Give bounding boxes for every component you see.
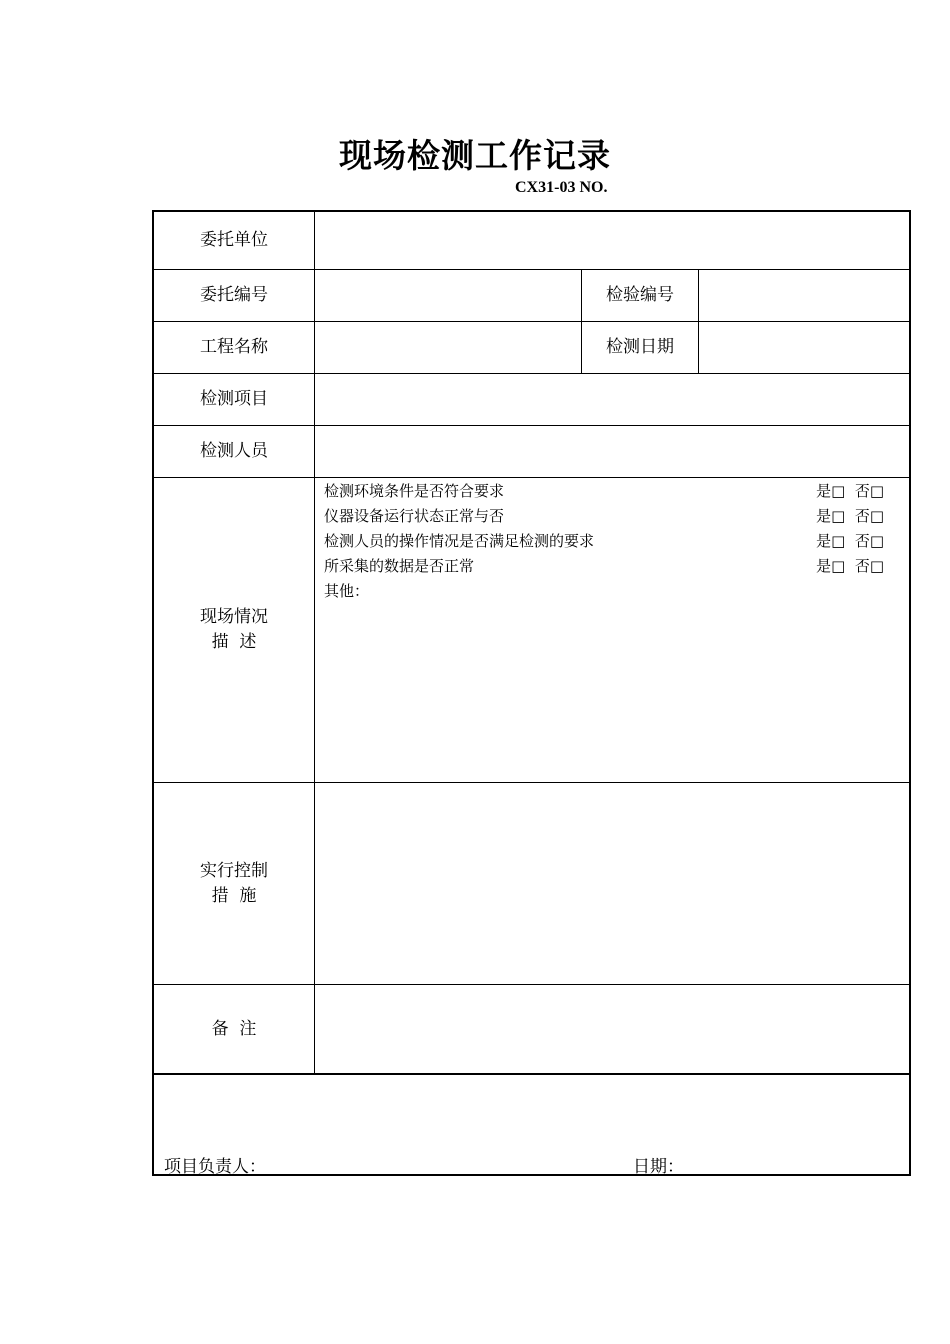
test-item-label: 检测项目 <box>200 389 268 409</box>
form-code: CX31-03 NO. <box>515 179 608 196</box>
client-unit-field[interactable] <box>315 212 909 269</box>
checklist-item[interactable] <box>324 504 884 529</box>
test-item-field[interactable] <box>315 374 909 425</box>
inspection-no-label: 检验编号 <box>606 285 674 305</box>
signature-date-label: 日期： <box>633 1157 684 1177</box>
project-name-field[interactable] <box>315 322 581 373</box>
client-unit-label: 委托单位 <box>200 230 268 250</box>
checklist-question: 仪器设备运行状态正常与否 <box>324 507 505 525</box>
remarks-label: 备 注 <box>211 1018 257 1039</box>
test-personnel-field[interactable] <box>315 426 909 477</box>
project-name-label: 工程名称 <box>200 337 268 357</box>
checklist-item[interactable] <box>324 529 884 554</box>
project-leader-label: 项目负责人： <box>164 1157 266 1177</box>
other-notes-field[interactable] <box>315 604 909 782</box>
control-measures-field[interactable] <box>315 783 909 984</box>
checklist-question: 检测人员的操作情况是否满足检测的要求 <box>324 532 595 550</box>
page-title: 现场检测工作记录 <box>339 136 611 175</box>
test-date-field[interactable] <box>699 322 909 373</box>
row-divider <box>154 1073 909 1075</box>
control-measures-label-line2: 措 施 <box>211 885 257 906</box>
yes-no-checkboxes[interactable]: 是□ 否□ <box>816 532 884 550</box>
checklist-question: 检测环境条件是否符合要求 <box>324 482 505 500</box>
checklist-item[interactable] <box>324 479 884 504</box>
record-form <box>152 210 911 1176</box>
yes-no-checkboxes[interactable]: 是□ 否□ <box>816 507 884 525</box>
checklist-question: 所采集的数据是否正常 <box>324 557 475 575</box>
other-label: 其他： <box>324 582 370 600</box>
inspection-no-field[interactable] <box>699 270 909 321</box>
site-description-label-line2: 描 述 <box>211 632 257 652</box>
control-measures-label <box>154 783 314 984</box>
test-date-label: 检测日期 <box>606 337 674 357</box>
site-description-label <box>154 478 314 782</box>
test-personnel-label: 检测人员 <box>200 441 268 461</box>
yes-no-checkboxes[interactable]: 是□ 否□ <box>816 482 884 500</box>
client-no-label: 委托编号 <box>200 285 268 305</box>
remarks-field[interactable] <box>315 985 909 1073</box>
yes-no-checkboxes[interactable]: 是□ 否□ <box>816 557 884 575</box>
checklist-item[interactable] <box>324 554 884 579</box>
client-no-field[interactable] <box>315 270 581 321</box>
control-measures-label-line1: 实行控制 <box>200 860 268 881</box>
site-description-label-line1: 现场情况 <box>200 607 268 627</box>
